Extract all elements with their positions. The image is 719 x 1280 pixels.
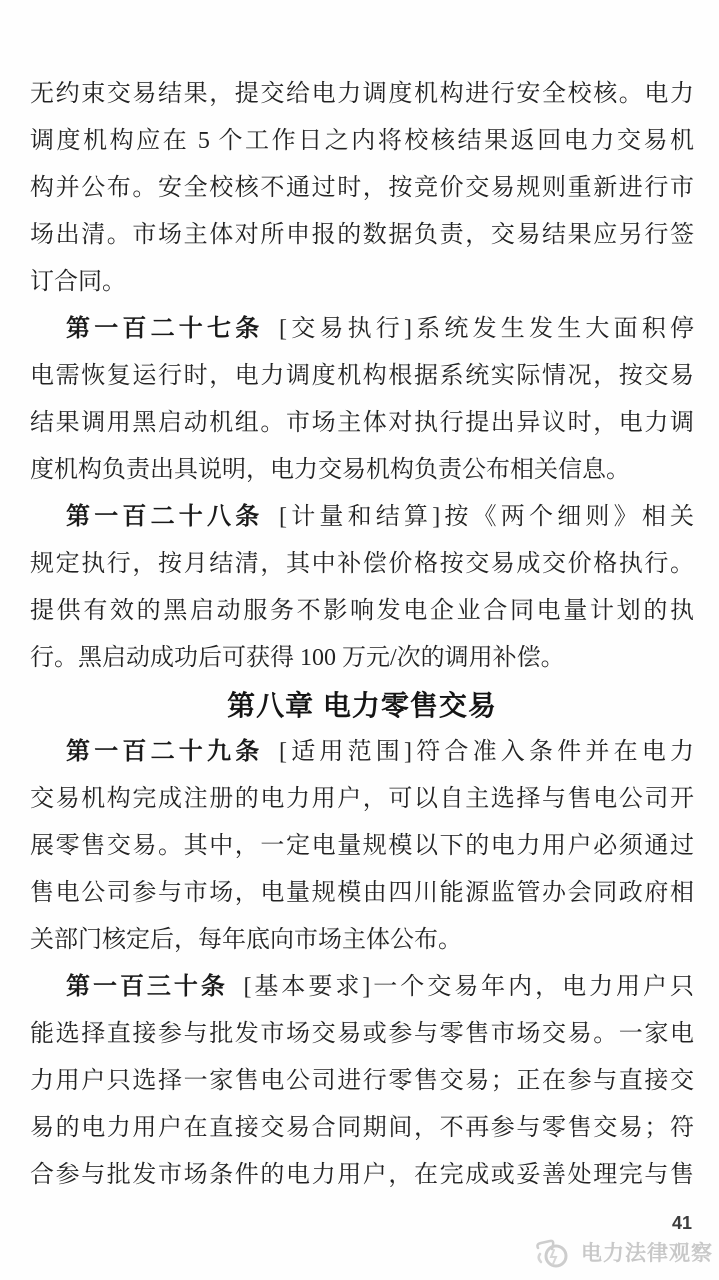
- text-line: 度机构负责出具说明，电力交易机构负责公布相关信息。: [30, 457, 630, 483]
- text-line: 展零售交易。其中，一定电量规模以下的电力用户必须通过: [30, 833, 694, 859]
- watermark: [534, 1238, 713, 1270]
- article-number-label: 第一百二十七条: [66, 316, 264, 342]
- text-line: 调度机构应在 5 个工作日之内将校核结果返回电力交易机: [30, 128, 694, 154]
- text-line: [30, 729, 694, 776]
- text-line: 交易机构完成注册的电力用户，可以自主选择与售电公司开: [30, 786, 694, 812]
- text-line: 提供有效的黑启动服务不影响发电企业合同电量计划的执: [30, 598, 694, 624]
- text-line: 结果调用黑启动机组。市场主体对执行提出异议时，电力调: [30, 410, 694, 436]
- text-line: 订合同。: [30, 269, 126, 295]
- text-line: 合参与批发市场条件的电力用户，在完成或妥善处理完与售: [30, 1162, 694, 1188]
- text-line: 关部门核定后，每年底向市场主体公布。: [30, 927, 462, 953]
- text-line: 规定执行，按月结清，其中补偿价格按交易成交价格执行。: [30, 551, 694, 577]
- chapter-heading: 第八章 电力零售交易: [227, 690, 497, 721]
- page-number: 41: [671, 1213, 692, 1233]
- article-number-label: 第一百二十八条: [66, 504, 264, 530]
- paragraph-article-128: [30, 494, 694, 682]
- text-line: [30, 306, 694, 353]
- text-line: 力用户只选择一家售电公司进行零售交易；正在参与直接交: [30, 1068, 694, 1094]
- text-line: [30, 964, 694, 1011]
- text-line: 构并公布。安全校核不通过时，按竞价交易规则重新进行市: [30, 175, 694, 201]
- paragraph-continuation: [30, 71, 694, 306]
- text-line: 售电公司参与市场，电量规模由四川能源监管办会同政府相: [30, 880, 694, 906]
- article-first-line-text: [适用范围]符合准入条件并在电力: [279, 739, 694, 765]
- text-line: [30, 494, 694, 541]
- text-line: 场出清。市场主体对所申报的数据负责，交易结果应另行签: [30, 222, 694, 248]
- article-first-line-text: [基本要求]一个交易年内，电力用户只: [243, 974, 694, 1000]
- article-first-line-text: [交易执行]系统发生发生大面积停: [279, 316, 694, 342]
- paragraph-article-129: [30, 729, 694, 964]
- document-body: [30, 71, 694, 1199]
- text-line: 能选择直接参与批发市场交易或参与零售市场交易。一家电: [30, 1021, 694, 1047]
- text-line: 无约束交易结果，提交给电力调度机构进行安全校核。电力: [30, 81, 694, 107]
- watermark-label: 电力法律观察: [581, 1242, 713, 1265]
- text-line: 行。黑启动成功后可获得 100 万元/次的调用补偿。: [30, 645, 565, 671]
- text-line: 易的电力用户在直接交易合同期间，不再参与零售交易；符: [30, 1115, 694, 1141]
- paragraph-article-130: [30, 964, 694, 1199]
- text-line: 电需恢复运行时，电力调度机构根据系统实际情况，按交易: [30, 363, 694, 389]
- article-number-label: 第一百三十条: [66, 974, 228, 1000]
- paragraph-article-127: [30, 306, 694, 494]
- article-first-line-text: [计量和结算]按《两个细则》相关: [279, 504, 694, 530]
- power-law-observer-logo-icon: [534, 1238, 572, 1270]
- article-number-label: 第一百二十九条: [66, 739, 264, 765]
